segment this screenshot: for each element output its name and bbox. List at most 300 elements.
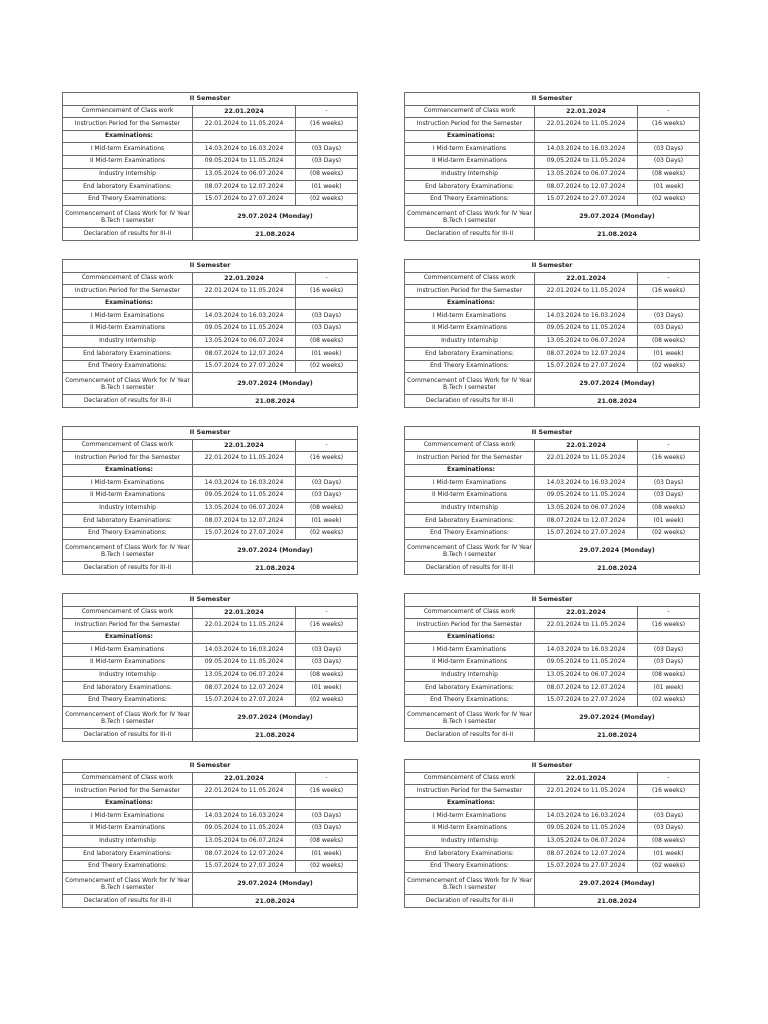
academic-calendar-table <box>404 259 700 408</box>
table-row <box>405 439 700 452</box>
row-note: (01 week) <box>638 348 700 361</box>
table-row <box>63 631 358 644</box>
examinations-heading: Examinations: <box>405 130 535 143</box>
academic-calendar-table <box>62 593 358 742</box>
table-row <box>405 873 700 895</box>
table-row <box>405 322 700 335</box>
table-row <box>405 335 700 348</box>
empty-cell <box>535 297 638 310</box>
row-value: 09.05.2024 to 11.05.2024 <box>535 656 638 669</box>
row-value: 14.03.2024 to 16.03.2024 <box>193 810 296 823</box>
row-label: Instruction Period for the Semester <box>405 118 535 131</box>
row-value: 09.05.2024 to 11.05.2024 <box>193 822 296 835</box>
table-row <box>63 797 358 810</box>
row-label: Instruction Period for the Semester <box>63 452 193 465</box>
table-row <box>405 729 700 742</box>
row-note: (16 weeks) <box>296 785 358 798</box>
row-label: End laboratory Examinations: <box>63 682 193 695</box>
table-row <box>63 322 358 335</box>
table-row <box>63 118 358 131</box>
row-value: 21.08.2024 <box>535 729 700 742</box>
row-value: 22.01.2024 <box>535 606 638 619</box>
row-note: (03 Days) <box>638 810 700 823</box>
row-value: 29.07.2024 (Monday) <box>193 540 358 562</box>
row-value: 29.07.2024 (Monday) <box>535 540 700 562</box>
row-value: 29.07.2024 (Monday) <box>535 373 700 395</box>
row-label: II Mid-term Examinations <box>405 656 535 669</box>
row-value: 13.05.2024 to 06.07.2024 <box>193 669 296 682</box>
row-value: 14.03.2024 to 16.03.2024 <box>193 644 296 657</box>
row-label: I Mid-term Examinations <box>63 810 193 823</box>
row-label: Instruction Period for the Semester <box>63 118 193 131</box>
row-note: (16 weeks) <box>296 619 358 632</box>
row-note: (02 weeks) <box>296 360 358 373</box>
row-value: 22.01.2024 <box>193 606 296 619</box>
row-label: End laboratory Examinations: <box>405 682 535 695</box>
empty-cell <box>638 797 700 810</box>
table-row <box>63 360 358 373</box>
row-note: (08 weeks) <box>638 502 700 515</box>
table-row <box>405 297 700 310</box>
row-note: (02 weeks) <box>296 694 358 707</box>
table-row <box>405 452 700 465</box>
row-label: Commencement of Class Work for IV Year B.Tech I semester <box>63 707 193 729</box>
row-label: I Mid-term Examinations <box>405 810 535 823</box>
row-label: Industry Internship <box>63 335 193 348</box>
semester-title-row <box>405 427 700 440</box>
row-note: (01 week) <box>638 848 700 861</box>
row-label: I Mid-term Examinations <box>63 310 193 323</box>
row-note: (03 Days) <box>296 644 358 657</box>
row-value: 13.05.2024 to 06.07.2024 <box>193 168 296 181</box>
row-label: Declaration of results for III-II <box>405 395 535 408</box>
row-value: 15.07.2024 to 27.07.2024 <box>193 360 296 373</box>
row-value: 09.05.2024 to 11.05.2024 <box>535 489 638 502</box>
row-label: Commencement of Class Work for IV Year B.Tech I semester <box>405 873 535 895</box>
row-value: 21.08.2024 <box>535 562 700 575</box>
table-row <box>405 272 700 285</box>
row-value: 08.07.2024 to 12.07.2024 <box>535 515 638 528</box>
row-value: 13.05.2024 to 06.07.2024 <box>535 335 638 348</box>
row-label: Declaration of results for III-II <box>405 729 535 742</box>
row-label: I Mid-term Examinations <box>63 477 193 490</box>
empty-cell <box>535 130 638 143</box>
table-row <box>405 694 700 707</box>
row-note: (08 weeks) <box>638 669 700 682</box>
table-row <box>405 477 700 490</box>
academic-calendar-table <box>404 593 700 742</box>
row-label: Industry Internship <box>405 502 535 515</box>
row-value: 14.03.2024 to 16.03.2024 <box>193 310 296 323</box>
row-value: 29.07.2024 (Monday) <box>535 707 700 729</box>
row-note: (16 weeks) <box>296 285 358 298</box>
row-value: 22.01.2024 to 11.05.2024 <box>193 619 296 632</box>
semester-title: II Semester <box>63 594 358 607</box>
row-label: Declaration of results for III-II <box>63 729 193 742</box>
table-row <box>405 835 700 848</box>
row-label: Industry Internship <box>63 502 193 515</box>
table-row <box>63 181 358 194</box>
table-row <box>405 310 700 323</box>
row-value: 29.07.2024 (Monday) <box>535 873 700 895</box>
row-label: End Theory Examinations: <box>63 193 193 206</box>
row-label: Commencement of Class work <box>63 606 193 619</box>
semester-title: II Semester <box>63 93 358 106</box>
row-label: I Mid-term Examinations <box>405 477 535 490</box>
table-row <box>63 810 358 823</box>
semester-title-row <box>405 260 700 273</box>
row-note: (01 week) <box>296 848 358 861</box>
row-value: 08.07.2024 to 12.07.2024 <box>193 348 296 361</box>
row-label: End Theory Examinations: <box>63 527 193 540</box>
row-note: (08 weeks) <box>638 835 700 848</box>
row-value: 13.05.2024 to 06.07.2024 <box>535 502 638 515</box>
row-label: Commencement of Class work <box>405 772 535 785</box>
row-value: 08.07.2024 to 12.07.2024 <box>193 515 296 528</box>
table-row <box>63 373 358 395</box>
table-row <box>405 206 700 228</box>
table-row <box>63 619 358 632</box>
row-value: 22.01.2024 <box>535 439 638 452</box>
calendar-table-copy-8 <box>404 593 699 742</box>
row-note: (01 week) <box>638 181 700 194</box>
empty-cell <box>193 297 296 310</box>
row-label: Commencement of Class Work for IV Year B.Tech I semester <box>405 206 535 228</box>
row-value: 21.08.2024 <box>535 895 700 908</box>
semester-title: II Semester <box>405 260 700 273</box>
table-row <box>405 797 700 810</box>
row-note: - <box>638 606 700 619</box>
row-label: II Mid-term Examinations <box>63 322 193 335</box>
table-row <box>63 206 358 228</box>
row-label: Commencement of Class work <box>405 272 535 285</box>
row-label: Declaration of results for III-II <box>405 228 535 241</box>
empty-cell <box>535 631 638 644</box>
row-label: Instruction Period for the Semester <box>63 619 193 632</box>
row-note: (01 week) <box>638 682 700 695</box>
table-row <box>405 707 700 729</box>
row-label: End laboratory Examinations: <box>63 848 193 861</box>
row-label: I Mid-term Examinations <box>63 644 193 657</box>
row-label: II Mid-term Examinations <box>63 822 193 835</box>
row-note: (03 Days) <box>296 656 358 669</box>
academic-calendar-table <box>62 259 358 408</box>
row-value: 21.08.2024 <box>193 895 358 908</box>
row-value: 14.03.2024 to 16.03.2024 <box>535 477 638 490</box>
row-value: 22.01.2024 to 11.05.2024 <box>535 619 638 632</box>
row-value: 09.05.2024 to 11.05.2024 <box>193 322 296 335</box>
empty-cell <box>296 464 358 477</box>
calendar-table-copy-6 <box>404 426 699 575</box>
table-row <box>405 895 700 908</box>
row-note: (08 weeks) <box>296 168 358 181</box>
table-row <box>405 105 700 118</box>
row-label: I Mid-term Examinations <box>63 143 193 156</box>
table-row <box>405 464 700 477</box>
table-row <box>405 373 700 395</box>
row-label: Commencement of Class work <box>405 439 535 452</box>
row-note: (02 weeks) <box>296 193 358 206</box>
empty-cell <box>193 797 296 810</box>
row-label: End Theory Examinations: <box>405 527 535 540</box>
table-row <box>405 228 700 241</box>
row-note: (08 weeks) <box>638 335 700 348</box>
table-row <box>63 860 358 873</box>
table-row <box>63 669 358 682</box>
table-row <box>405 656 700 669</box>
table-row <box>405 285 700 298</box>
row-label: Industry Internship <box>63 168 193 181</box>
row-value: 09.05.2024 to 11.05.2024 <box>535 155 638 168</box>
row-note: (08 weeks) <box>296 669 358 682</box>
calendar-table-copy-3 <box>62 259 357 408</box>
table-row <box>405 395 700 408</box>
table-row <box>63 168 358 181</box>
row-note: (16 weeks) <box>296 118 358 131</box>
row-label: Commencement of Class work <box>63 105 193 118</box>
row-label: Instruction Period for the Semester <box>405 785 535 798</box>
table-row <box>405 606 700 619</box>
examinations-heading: Examinations: <box>63 797 193 810</box>
table-row <box>63 873 358 895</box>
row-value: 29.07.2024 (Monday) <box>193 873 358 895</box>
row-label: Commencement of Class work <box>405 606 535 619</box>
table-row <box>405 772 700 785</box>
row-note: (03 Days) <box>638 322 700 335</box>
semester-title: II Semester <box>63 760 358 773</box>
table-row <box>405 540 700 562</box>
table-row <box>405 785 700 798</box>
empty-cell <box>638 130 700 143</box>
table-row <box>405 527 700 540</box>
row-value: 13.05.2024 to 06.07.2024 <box>535 669 638 682</box>
table-row <box>63 707 358 729</box>
row-label: Commencement of Class Work for IV Year B.Tech I semester <box>63 540 193 562</box>
table-row <box>63 155 358 168</box>
row-value: 14.03.2024 to 16.03.2024 <box>535 310 638 323</box>
row-value: 21.08.2024 <box>535 228 700 241</box>
row-value: 21.08.2024 <box>193 228 358 241</box>
row-note: (03 Days) <box>638 489 700 502</box>
row-value: 08.07.2024 to 12.07.2024 <box>535 682 638 695</box>
empty-cell <box>296 631 358 644</box>
academic-calendar-table <box>404 92 700 241</box>
table-row <box>63 464 358 477</box>
examinations-heading: Examinations: <box>405 464 535 477</box>
row-note: (03 Days) <box>638 310 700 323</box>
semester-title-row <box>405 594 700 607</box>
row-label: II Mid-term Examinations <box>405 155 535 168</box>
semester-title-row <box>63 427 358 440</box>
row-label: End Theory Examinations: <box>405 193 535 206</box>
table-row <box>405 130 700 143</box>
table-row <box>63 489 358 502</box>
row-value: 13.05.2024 to 06.07.2024 <box>193 835 296 848</box>
table-row <box>63 105 358 118</box>
row-note: - <box>638 772 700 785</box>
table-row <box>63 644 358 657</box>
row-label: End laboratory Examinations: <box>405 348 535 361</box>
row-value: 09.05.2024 to 11.05.2024 <box>535 822 638 835</box>
table-row <box>405 118 700 131</box>
examinations-heading: Examinations: <box>405 631 535 644</box>
row-label: Commencement of Class work <box>63 439 193 452</box>
row-value: 22.01.2024 <box>535 772 638 785</box>
row-note: (03 Days) <box>296 155 358 168</box>
table-row <box>63 785 358 798</box>
row-label: End Theory Examinations: <box>63 860 193 873</box>
row-note: (03 Days) <box>638 644 700 657</box>
row-value: 14.03.2024 to 16.03.2024 <box>535 810 638 823</box>
row-note: (03 Days) <box>638 477 700 490</box>
row-value: 13.05.2024 to 06.07.2024 <box>535 168 638 181</box>
examinations-heading: Examinations: <box>405 797 535 810</box>
empty-cell <box>638 631 700 644</box>
row-value: 08.07.2024 to 12.07.2024 <box>193 848 296 861</box>
row-value: 15.07.2024 to 27.07.2024 <box>535 860 638 873</box>
row-note: (16 weeks) <box>638 118 700 131</box>
row-note: (02 weeks) <box>638 527 700 540</box>
calendar-table-copy-5 <box>62 426 357 575</box>
semester-title-row <box>63 760 358 773</box>
row-note: (01 week) <box>296 181 358 194</box>
empty-cell <box>296 797 358 810</box>
table-row <box>63 335 358 348</box>
table-row <box>63 848 358 861</box>
row-value: 29.07.2024 (Monday) <box>193 206 358 228</box>
row-label: II Mid-term Examinations <box>405 322 535 335</box>
row-value: 15.07.2024 to 27.07.2024 <box>193 527 296 540</box>
calendar-table-copy-4 <box>404 259 699 408</box>
row-label: End Theory Examinations: <box>405 860 535 873</box>
row-note: - <box>296 772 358 785</box>
calendar-table-copy-2 <box>404 92 699 241</box>
row-note: (02 weeks) <box>638 694 700 707</box>
empty-cell <box>193 631 296 644</box>
semester-title-row <box>405 760 700 773</box>
row-note: (03 Days) <box>296 477 358 490</box>
row-value: 09.05.2024 to 11.05.2024 <box>193 656 296 669</box>
semester-title-row <box>63 594 358 607</box>
row-value: 22.01.2024 to 11.05.2024 <box>535 118 638 131</box>
row-value: 13.05.2024 to 06.07.2024 <box>535 835 638 848</box>
row-note: (01 week) <box>638 515 700 528</box>
table-row <box>405 669 700 682</box>
row-label: Instruction Period for the Semester <box>405 285 535 298</box>
table-row <box>63 562 358 575</box>
row-value: 08.07.2024 to 12.07.2024 <box>535 181 638 194</box>
row-note: (03 Days) <box>638 143 700 156</box>
table-row <box>405 822 700 835</box>
semester-title: II Semester <box>405 760 700 773</box>
row-label: Commencement of Class work <box>63 772 193 785</box>
academic-calendar-table <box>62 426 358 575</box>
table-row <box>405 502 700 515</box>
row-label: Commencement of Class Work for IV Year B.Tech I semester <box>405 540 535 562</box>
semester-title: II Semester <box>63 260 358 273</box>
table-row <box>63 348 358 361</box>
row-note: (01 week) <box>296 682 358 695</box>
row-value: 29.07.2024 (Monday) <box>193 707 358 729</box>
examinations-heading: Examinations: <box>63 130 193 143</box>
row-value: 15.07.2024 to 27.07.2024 <box>535 527 638 540</box>
row-note: (02 weeks) <box>296 860 358 873</box>
row-label: Declaration of results for III-II <box>63 562 193 575</box>
row-note: (16 weeks) <box>638 452 700 465</box>
row-label: End laboratory Examinations: <box>63 181 193 194</box>
examinations-heading: Examinations: <box>405 297 535 310</box>
row-label: Industry Internship <box>63 669 193 682</box>
table-row <box>405 348 700 361</box>
table-row <box>405 143 700 156</box>
row-note: (16 weeks) <box>638 619 700 632</box>
row-label: I Mid-term Examinations <box>405 143 535 156</box>
row-value: 15.07.2024 to 27.07.2024 <box>193 193 296 206</box>
calendar-table-copy-10 <box>404 759 699 908</box>
empty-cell <box>193 464 296 477</box>
row-value: 15.07.2024 to 27.07.2024 <box>535 694 638 707</box>
table-row <box>63 895 358 908</box>
row-note: (08 weeks) <box>296 502 358 515</box>
row-label: II Mid-term Examinations <box>63 656 193 669</box>
row-label: Industry Internship <box>405 835 535 848</box>
table-row <box>405 644 700 657</box>
row-label: Instruction Period for the Semester <box>405 452 535 465</box>
table-row <box>405 193 700 206</box>
table-row <box>63 193 358 206</box>
table-row <box>63 502 358 515</box>
table-row <box>63 822 358 835</box>
semester-title-row <box>405 93 700 106</box>
empty-cell <box>296 297 358 310</box>
row-note: (03 Days) <box>296 322 358 335</box>
table-row <box>63 452 358 465</box>
row-label: Industry Internship <box>405 335 535 348</box>
row-value: 15.07.2024 to 27.07.2024 <box>193 860 296 873</box>
row-label: Declaration of results for III-II <box>405 562 535 575</box>
table-row <box>405 848 700 861</box>
calendar-table-copy-7 <box>62 593 357 742</box>
row-note: (16 weeks) <box>296 452 358 465</box>
table-row <box>63 228 358 241</box>
table-row <box>405 489 700 502</box>
row-value: 22.01.2024 to 11.05.2024 <box>193 452 296 465</box>
row-label: Declaration of results for III-II <box>63 228 193 241</box>
row-value: 22.01.2024 <box>193 439 296 452</box>
row-label: Industry Internship <box>63 835 193 848</box>
table-row <box>63 130 358 143</box>
semester-title: II Semester <box>405 594 700 607</box>
empty-cell <box>535 797 638 810</box>
row-value: 22.01.2024 <box>535 272 638 285</box>
row-value: 13.05.2024 to 06.07.2024 <box>193 502 296 515</box>
row-label: Industry Internship <box>405 669 535 682</box>
row-label: Commencement of Class work <box>405 105 535 118</box>
row-value: 22.01.2024 to 11.05.2024 <box>535 452 638 465</box>
empty-cell <box>193 130 296 143</box>
row-note: - <box>296 439 358 452</box>
row-value: 08.07.2024 to 12.07.2024 <box>193 682 296 695</box>
table-row <box>63 477 358 490</box>
row-note: (08 weeks) <box>638 168 700 181</box>
row-label: Industry Internship <box>405 168 535 181</box>
examinations-heading: Examinations: <box>63 297 193 310</box>
row-label: End laboratory Examinations: <box>405 848 535 861</box>
row-value: 09.05.2024 to 11.05.2024 <box>535 322 638 335</box>
row-note: (03 Days) <box>638 656 700 669</box>
row-note: (02 weeks) <box>296 527 358 540</box>
row-note: (03 Days) <box>296 489 358 502</box>
